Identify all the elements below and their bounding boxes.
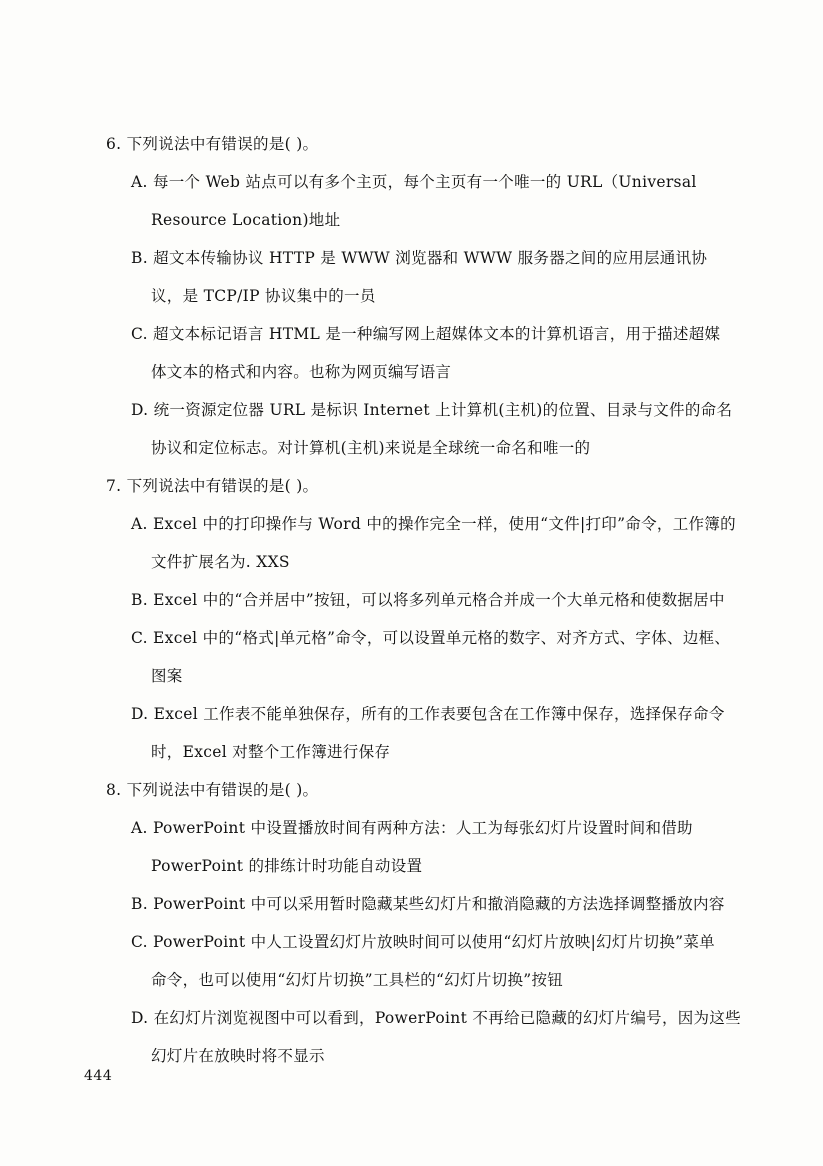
question-7-option-a-line-1: A. Excel 中的打印操作与 Word 中的操作完全一样，使用“文件|打印”命令，工作簿的 bbox=[131, 515, 736, 533]
question-8-option-c-line-2: 命令，也可以使用“幻灯片切换”工具栏的“幻灯片切换”按钮 bbox=[151, 971, 564, 989]
question-7-option-c-line-2: 图案 bbox=[151, 667, 183, 685]
question-7-option-c-line-1: C. Excel 中的“格式|单元格”命令，可以设置单元格的数字、对齐方式、字体、边框、 bbox=[131, 629, 731, 647]
question-8-option-b-line-1: B. PowerPoint 中可以采用暂时隐藏某些幻灯片和撤消隐藏的方法选择调整播放内容 bbox=[131, 895, 725, 913]
question-8-option-d-line-2: 幻灯片在放映时将不显示 bbox=[151, 1047, 325, 1065]
question-6-option-c-line-1: C. 超文本标记语言 HTML 是一种编写网上超媒体文本的计算机语言，用于描述超媒 bbox=[131, 325, 721, 343]
question-7-option-d-line-1: D. Excel 工作表不能单独保存，所有的工作表要包含在工作簿中保存，选择保存命令 bbox=[131, 705, 725, 723]
page-number: 444 bbox=[84, 1068, 113, 1084]
question-6-option-a-line-1: A. 每一个 Web 站点可以有多个主页，每个主页有一个唯一的 URL（Universal bbox=[131, 173, 697, 191]
question-8-option-c-line-1: C. PowerPoint 中人工设置幻灯片放映时间可以使用“幻灯片放映|幻灯片切换”菜单 bbox=[131, 933, 715, 951]
question-6-option-a-line-2: Resource Location)地址 bbox=[151, 211, 341, 229]
question-8-option-d-line-1: D. 在幻灯片浏览视图中可以看到，PowerPoint 不再给已隐藏的幻灯片编号，因为这些 bbox=[131, 1009, 741, 1027]
question-7-option-b-line-1: B. Excel 中的“合并居中”按钮，可以将多列单元格合并成一个大单元格和使数据居中 bbox=[131, 591, 725, 609]
question-6-option-c-line-2: 体文本的格式和内容。也称为网页编写语言 bbox=[151, 363, 452, 381]
question-7-option-d-line-2: 时，Excel 对整个工作簿进行保存 bbox=[151, 743, 391, 761]
question-6-option-d-line-1: D. 统一资源定位器 URL 是标识 Internet 上计算机(主机)的位置、目录与文件的命名 bbox=[131, 401, 733, 419]
question-8-option-a-line-1: A. PowerPoint 中设置播放时间有两种方法：人工为每张幻灯片设置时间和借助 bbox=[131, 819, 693, 837]
question-6-option-b-line-1: B. 超文本传输协议 HTTP 是 WWW 浏览器和 WWW 服务器之间的应用层通讯协 bbox=[131, 249, 708, 267]
question-6-option-b-line-2: 议，是 TCP/IP 协议集中的一员 bbox=[151, 287, 376, 305]
question-8-option-a-line-2: PowerPoint 的排练计时功能自动设置 bbox=[151, 857, 423, 875]
question-6-stem: 6. 下列说法中有错误的是( )。 bbox=[106, 135, 319, 153]
question-7-option-a-line-2: 文件扩展名为. XXS bbox=[151, 553, 290, 571]
question-7-stem: 7. 下列说法中有错误的是( )。 bbox=[106, 477, 319, 495]
question-8-stem: 8. 下列说法中有错误的是( )。 bbox=[106, 781, 319, 799]
question-6-option-d-line-2: 协议和定位标志。对计算机(主机)来说是全球统一命名和唯一的 bbox=[151, 439, 591, 457]
